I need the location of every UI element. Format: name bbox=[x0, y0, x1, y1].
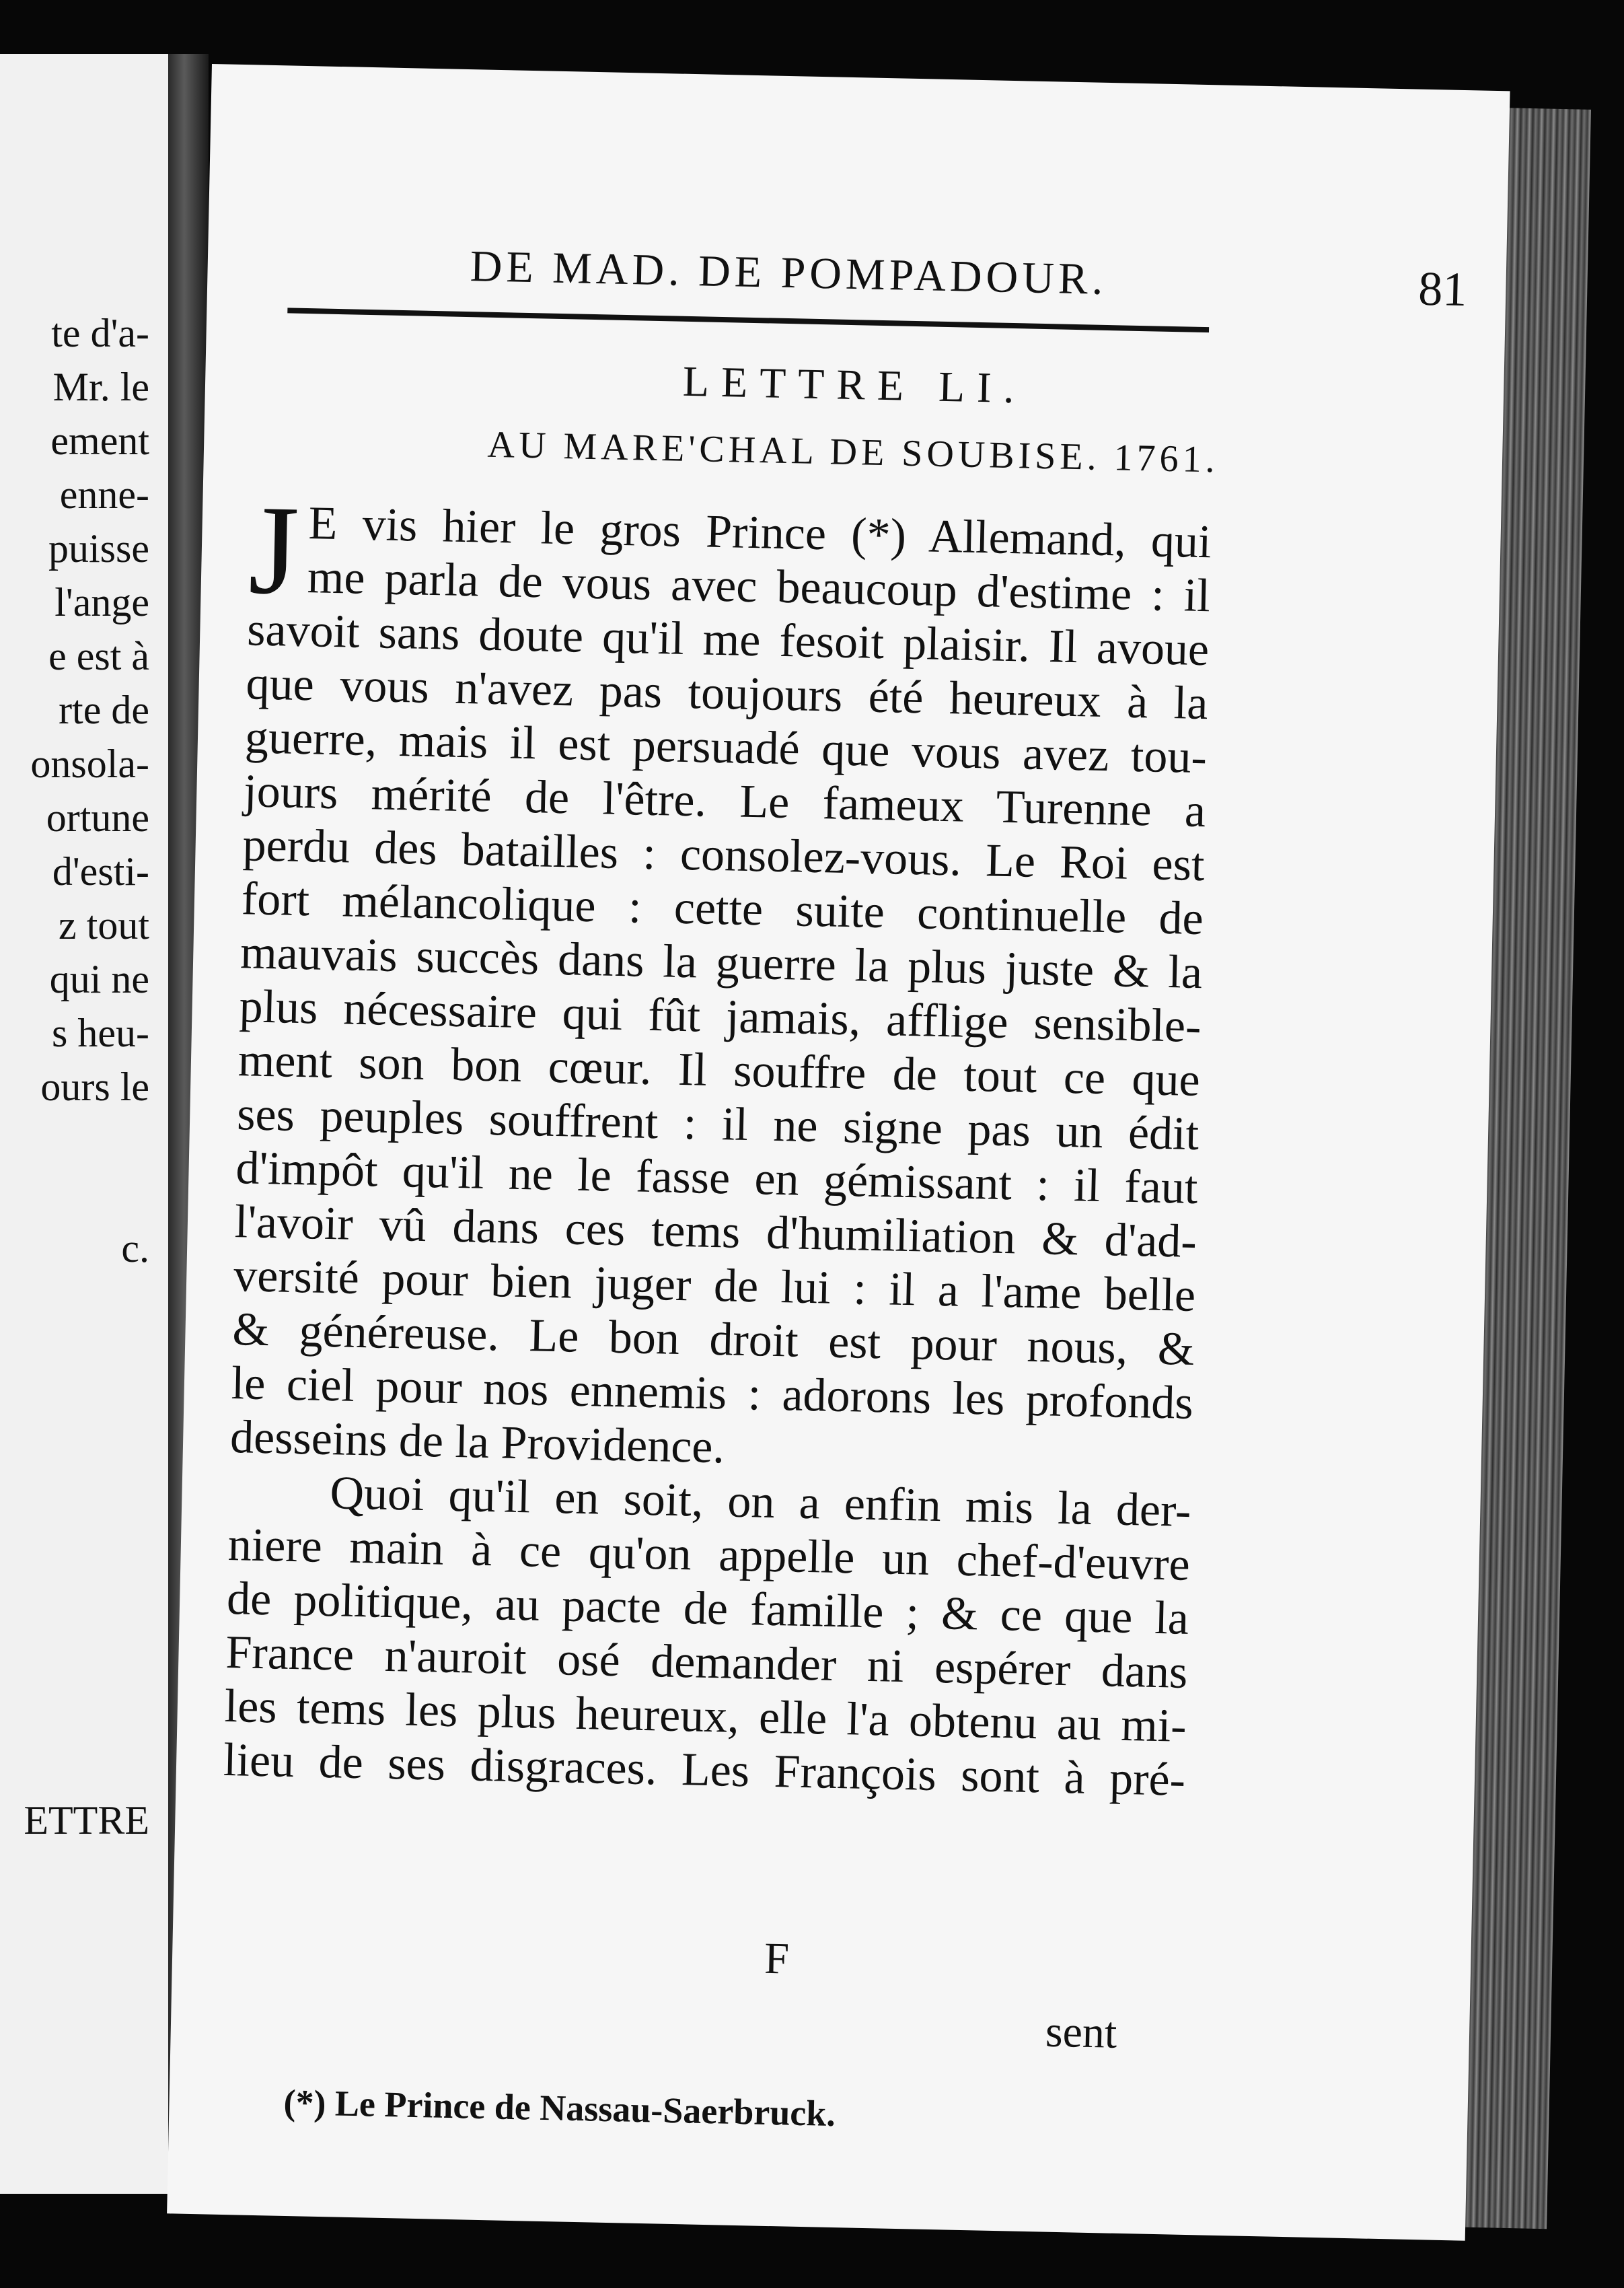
text-line: les tems les plus heureux, elle l'a obtenu au mi- bbox=[224, 1680, 1187, 1752]
text-line: mauvais succès dans la guerre la plus juste & la bbox=[239, 927, 1203, 999]
book-page bbox=[167, 64, 1510, 2241]
text-line: versité pour bien juger de lui : il a l'ame belle bbox=[233, 1250, 1196, 1322]
paragraph-1 bbox=[229, 479, 1212, 1485]
letter-recipient: AU MARE'CHAL DE SOUBISE. 1761. bbox=[487, 423, 1220, 481]
left-page-line: d'esti- bbox=[52, 849, 149, 894]
left-page-line: qui ne bbox=[49, 957, 149, 1001]
text-line: jours mérité de l'être. Le fameux Turenne a bbox=[243, 765, 1206, 838]
text-line: le ciel pour nos ennemis : adorons les profonds bbox=[231, 1357, 1194, 1429]
text-line: France n'auroit osé demander ni espérer dans bbox=[225, 1626, 1189, 1699]
footnote: (*) Le Prince de Nassau-Saerbruck. bbox=[283, 2081, 836, 2135]
left-page-line: ours le bbox=[40, 1065, 149, 1109]
text-line-last: desseins de la Providence. bbox=[229, 1411, 725, 1474]
text-line: & généreuse. Le bon droit est pour nous, & bbox=[231, 1303, 1195, 1375]
letter-heading: LETTRE LI. bbox=[682, 357, 1027, 413]
text-line: de politique, au pacte de famille ; & ce que la bbox=[226, 1572, 1189, 1645]
left-page-line: te d'a- bbox=[51, 311, 149, 355]
left-page-line: ement bbox=[50, 419, 149, 463]
running-head: DE MAD. DE POMPADOUR. bbox=[470, 242, 1108, 304]
text-line: Quoi qu'il en soit, on a enfin mis la der- bbox=[329, 1467, 1192, 1537]
drop-cap: J bbox=[247, 479, 301, 622]
text-line: me parla de vous avec beaucoup d'estime : il bbox=[307, 551, 1211, 622]
left-page-line: ETTRE bbox=[24, 1798, 149, 1843]
page-number: 81 bbox=[1417, 261, 1468, 317]
text-line: ses peuples souffrent : il ne signe pas un édit bbox=[236, 1088, 1199, 1161]
text-line: plus nécessaire qui fût jamais, afflige sensible- bbox=[238, 980, 1202, 1053]
left-page-line: Mr. le bbox=[52, 365, 149, 409]
text-line: lieu de ses disgraces. Les François sont à pré- bbox=[223, 1733, 1186, 1806]
text-line: fort mélancolique : cette suite continuelle de bbox=[241, 873, 1204, 945]
text-line: savoit sans doute qu'il me fesoit plaisir. Il avoue bbox=[246, 604, 1210, 676]
left-page-line: s heu- bbox=[52, 1011, 149, 1055]
text-line: guerre, mais il est persuadé que vous avez tou- bbox=[244, 711, 1208, 784]
text-line: ment son bon cœur. Il souffre de tout ce que bbox=[237, 1034, 1201, 1107]
paragraph-2 bbox=[223, 1464, 1191, 1808]
text-line: que vous n'avez pas toujours été heureux à la bbox=[245, 657, 1209, 730]
left-page-line: onsola- bbox=[30, 742, 149, 786]
left-page-line: z tout bbox=[59, 903, 149, 948]
left-page-line: enne- bbox=[59, 472, 149, 517]
left-page-line: l'ange bbox=[54, 580, 149, 624]
left-page bbox=[0, 54, 175, 2194]
signature-mark: F bbox=[764, 1933, 790, 1984]
text-line: niere main à ce qu'on appelle un chef-d'euvre bbox=[227, 1518, 1191, 1591]
text-line: E vis hier le gros Prince (*) Allemand, qui bbox=[307, 497, 1212, 569]
text-line: l'avoir vû dans ces tems d'humiliation & d'ad- bbox=[234, 1196, 1197, 1268]
header-rule bbox=[287, 308, 1209, 332]
letter-body bbox=[223, 479, 1212, 1808]
text-line: perdu des batailles : consolez-vous. Le Roi est bbox=[242, 819, 1206, 892]
left-page-line: e est à bbox=[48, 634, 149, 678]
left-page-line: puisse bbox=[48, 526, 149, 571]
left-page-line: c. bbox=[121, 1226, 149, 1271]
left-page-line: rte de bbox=[59, 688, 149, 732]
text-line: d'impôt qu'il ne le fasse en gémissant : il faut bbox=[235, 1142, 1199, 1215]
catchword: sent bbox=[1045, 2007, 1118, 2058]
left-page-line: ortune bbox=[46, 795, 149, 840]
